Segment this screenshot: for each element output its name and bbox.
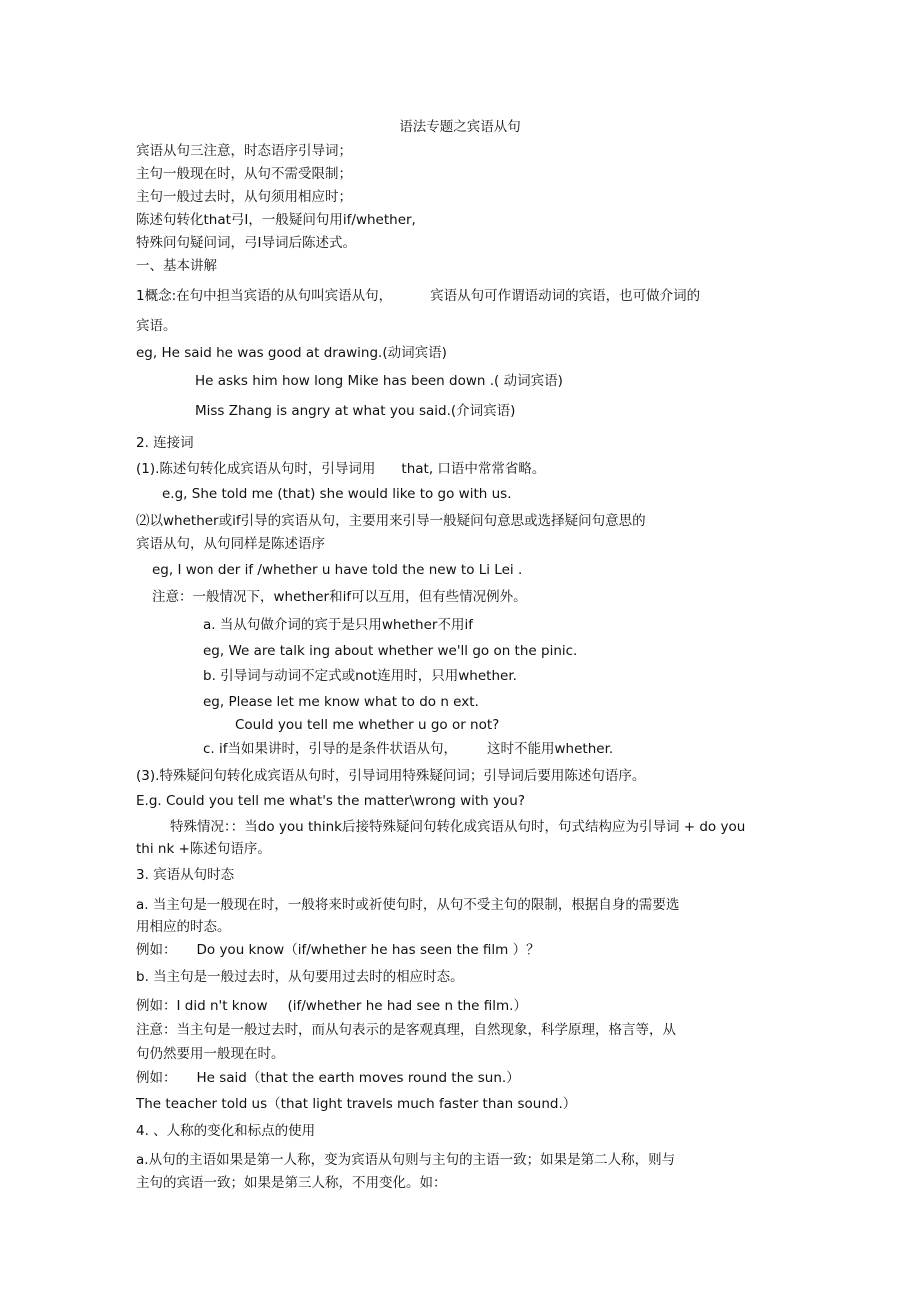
s2-point-2-b: 宾语从句，从句同样是陈述语序 [136, 536, 325, 552]
s3-note-1: 注意：当主句是一般过去时，而从句表示的是客观真理，自然现象，科学原理，格言等，从 [136, 1022, 676, 1038]
verse-line-5: 特殊问句疑问词，弓I导词后陈述式。 [136, 235, 356, 251]
page-title: 语法专题之宾语从句 [399, 119, 521, 135]
s2-point-1-a: (1).陈述句转化成宾语从句时，引导词用 [136, 461, 376, 477]
s3-b: b. 当主句是一般过去时，从句要用过去时的相应时态。 [136, 969, 464, 985]
s2-point-1-b: that, 口语中常常省略。 [401, 461, 546, 477]
s2-case-a: a. 当从句做介词的宾于是只用whether不用if [203, 617, 473, 633]
s2-case-c [203, 740, 613, 758]
s4-a-2: 主句的宾语一致；如果是第三人称，不用变化。如： [136, 1175, 447, 1191]
concept-line-cont: 宾语。 [136, 318, 177, 334]
s2-note: 注意：一般情况下，whether和if可以互用，但有些情况例外。 [152, 589, 527, 605]
s3-b-example-a: 例如：I did n't know [136, 998, 268, 1014]
s2-case-b: b. 引导词与动词不定式或not连用时，只用whether. [203, 668, 517, 684]
s2-special-b: thi nk +陈述句语序。 [136, 841, 271, 857]
s2-point-3: (3).特殊疑问句转化成宾语从句时，引导词用特殊疑问词；引导词后要用陈述句语序。 [136, 768, 646, 784]
concept-part-b: 宾语从句可作谓语动词的宾语，也可做介词的 [430, 288, 701, 304]
s2-case-b-example-2: Could you tell me whether u go or not? [235, 717, 500, 733]
s3-a-2: 用相应的时态。 [136, 919, 231, 935]
section-4-heading: 4. 、人称的变化和标点的使用 [136, 1123, 316, 1139]
s2-point-2-example: eg, I won der if /whether u have told the new to Li Lei . [152, 562, 523, 578]
s4-a-1: a.从句的主语如果是第一人称，变为宾语从句则与主句的主语一致；如果是第二人称，则与 [136, 1152, 676, 1168]
example-3: Miss Zhang is angry at what you said.(介词宾语) [195, 403, 516, 419]
s3-note-example-1 [136, 1069, 520, 1087]
s3-a-example-label: 例如： [136, 942, 177, 958]
s2-point-1 [136, 460, 545, 478]
section-1-heading: 一、基本讲解 [136, 258, 217, 274]
s3-b-example-b: (if/whether he had see n the film.） [287, 998, 527, 1014]
s3-a-1: a. 当主句是一般现在时，一般将来时或祈使句时，从句不受主句的限制，根据自身的需要选 [136, 897, 680, 913]
s3-note-2: 句仍然要用一般现在时。 [136, 1046, 285, 1062]
section-2-heading: 2. 连接词 [136, 435, 194, 451]
s2-point-2-a: ⑵以whether或if引导的宾语从句，主要用来引导一般疑问句意思或选择疑问句意思的 [136, 513, 646, 529]
verse-line-1: 宾语从句三注意，时态语序引导词； [136, 143, 352, 159]
section-3-heading: 3. 宾语从句时态 [136, 867, 235, 883]
s2-point-3-example: E.g. Could you tell me what's the matter\wrong with you? [136, 793, 525, 809]
s2-case-b-example-1: eg, Please let me know what to do n ext. [203, 694, 479, 710]
s2-point-1-example: e.g, She told me (that) she would like to go with us. [162, 486, 512, 502]
s2-special-a: 特殊情况：：当do you think后接特殊疑问句转化成宾语从句时，句式结构应为引导词 + do you [170, 819, 746, 835]
s3-a-example [136, 941, 540, 959]
verse-line-4: 陈述句转化that弓I，一般疑问句用if/whether, [136, 212, 416, 228]
s3-note-example-1-text: He said（that the earth moves round the sun.） [196, 1070, 520, 1086]
s2-case-a-example: eg, We are talk ing about whether we'll go on the pinic. [203, 643, 578, 659]
concept-part-a: 1概念:在句中担当宾语的从句叫宾语从句， [136, 288, 393, 304]
verse-line-3: 主句一般过去时，从句须用相应时； [136, 189, 352, 205]
s2-case-c-b: 这时不能用whether. [487, 741, 614, 757]
s3-b-example [136, 997, 527, 1015]
example-1: eg, He said he was good at drawing.(动词宾语) [136, 345, 447, 361]
concept-line [136, 287, 700, 305]
verse-line-2: 主句一般现在时，从句不需受限制； [136, 166, 352, 182]
s3-note-example-2: The teacher told us（that light travels much faster than sound.） [136, 1096, 577, 1112]
s2-case-c-a: c. if当如果讲时，引导的是条件状语从句， [203, 741, 458, 757]
s3-a-example-text: Do you know（if/whether he has seen the film ）？ [196, 942, 540, 958]
s3-note-example-1-label: 例如： [136, 1070, 177, 1086]
example-2: He asks him how long Mike has been down .( 动词宾语) [195, 373, 563, 389]
